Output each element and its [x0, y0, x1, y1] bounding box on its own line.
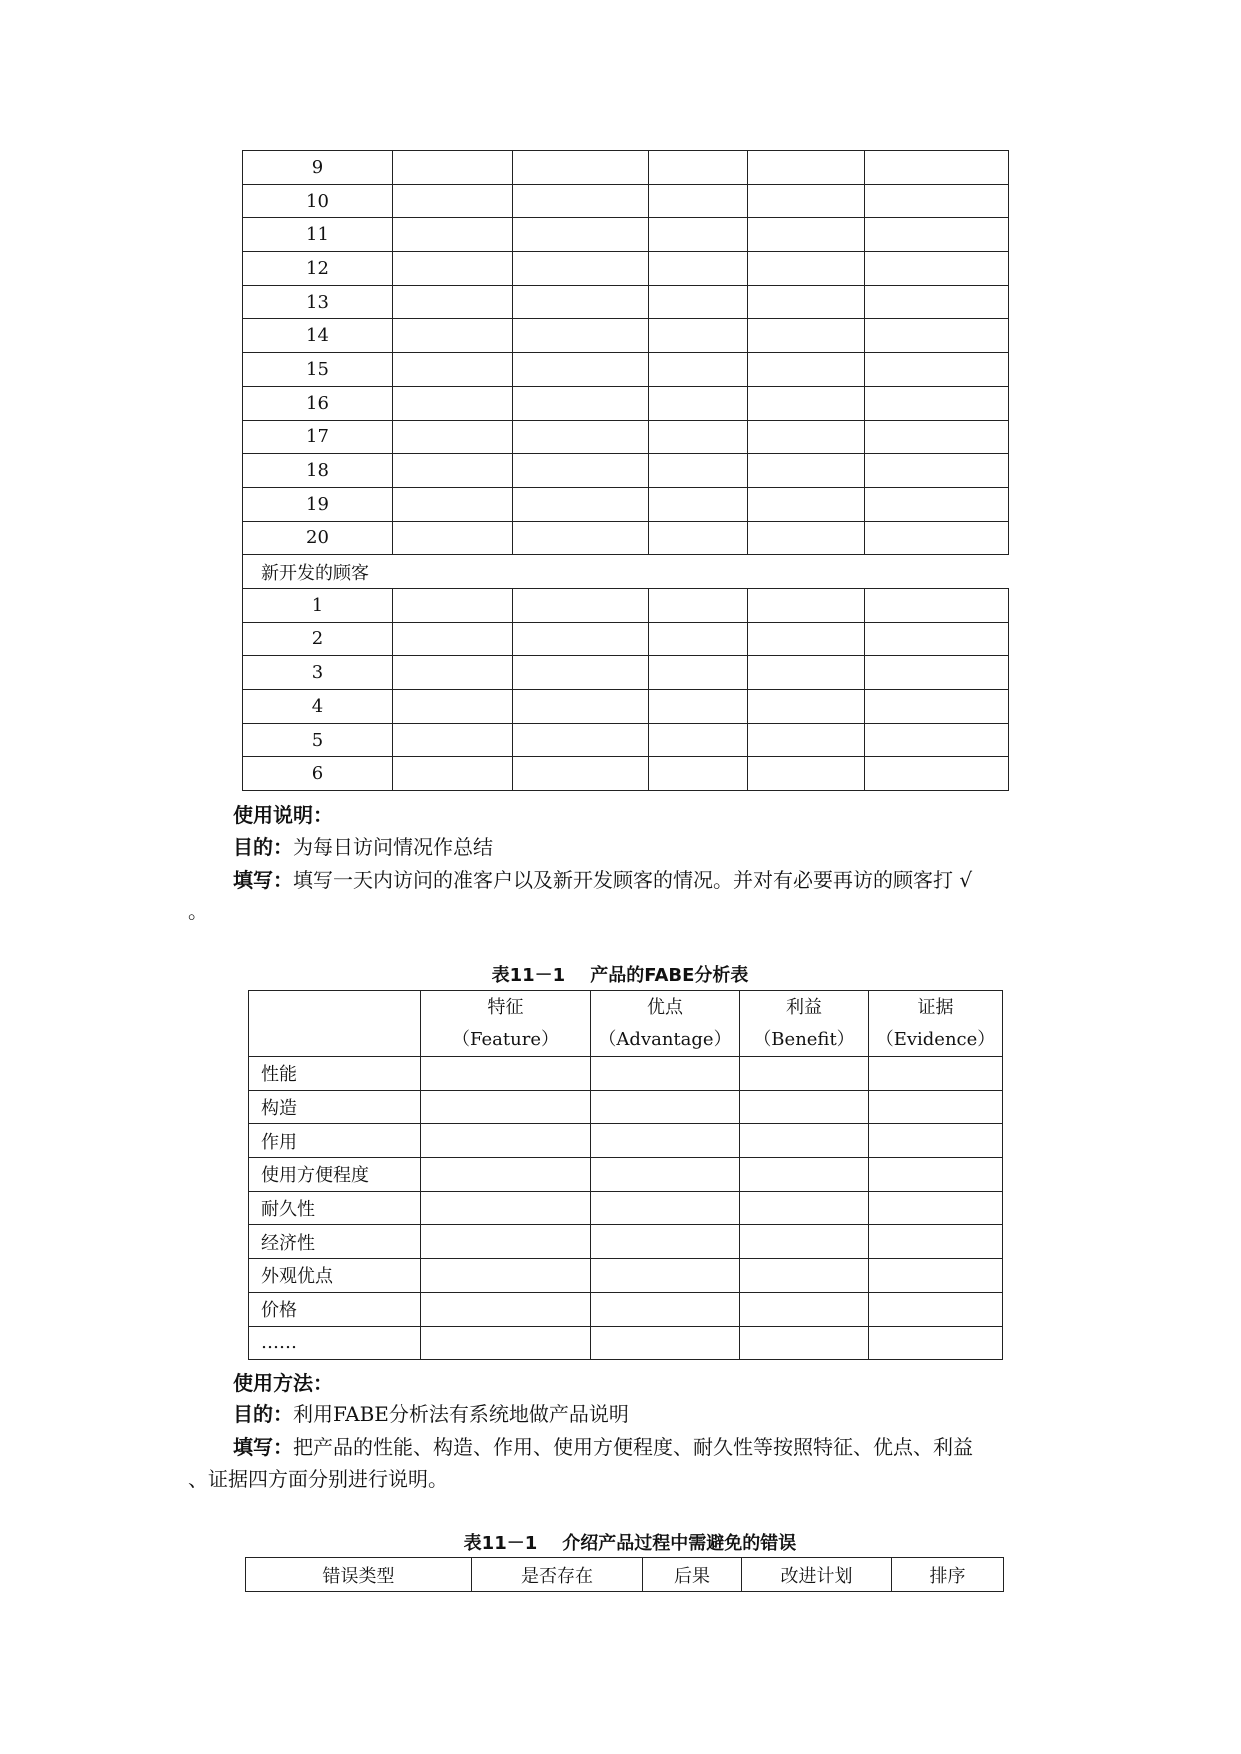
usage-method-fill: 填写：把产品的性能、构造、作用、使用方便程度、耐久性等按照特征、优点、利益	[233, 1435, 973, 1459]
empty-cell	[649, 521, 748, 555]
empty-cell	[421, 1326, 591, 1360]
error-header-cell: 排序	[892, 1558, 1004, 1592]
row-number: 15	[243, 353, 393, 387]
table-row	[243, 656, 1009, 690]
empty-cell	[748, 690, 865, 724]
usage-notes-purpose: 目的：为每日访问情况作总结	[233, 835, 493, 859]
empty-cell	[421, 1158, 591, 1192]
empty-cell	[865, 420, 1009, 454]
error-header-cell: 错误类型	[246, 1558, 472, 1592]
empty-cell	[513, 353, 649, 387]
empty-cell	[748, 454, 865, 488]
visit-summary-table	[242, 150, 1009, 791]
table-row	[243, 218, 1009, 252]
empty-cell	[591, 1124, 740, 1158]
row-number: 3	[243, 656, 393, 690]
empty-cell	[869, 1158, 1003, 1192]
empty-cell	[869, 1225, 1003, 1259]
empty-cell	[513, 420, 649, 454]
fabe-row-label: 性能	[249, 1057, 421, 1091]
empty-cell	[869, 1259, 1003, 1293]
empty-cell	[649, 487, 748, 521]
empty-cell	[865, 622, 1009, 656]
fabe-table-caption: 表11－1 产品的FABE分析表	[491, 965, 749, 986]
empty-cell	[865, 151, 1009, 185]
empty-cell	[748, 622, 865, 656]
empty-cell	[748, 521, 865, 555]
empty-cell	[869, 1292, 1003, 1326]
fabe-header-cn: 特征	[487, 996, 524, 1018]
empty-cell	[591, 1158, 740, 1192]
row-number: 20	[243, 521, 393, 555]
empty-cell	[421, 1259, 591, 1293]
row-number: 13	[243, 285, 393, 319]
empty-cell	[649, 353, 748, 387]
empty-cell	[748, 757, 865, 791]
new-customers-section-label: 新开发的顾客	[243, 555, 1009, 589]
fabe-row-label: 使用方便程度	[249, 1158, 421, 1192]
empty-cell	[748, 184, 865, 218]
table-row	[243, 252, 1009, 286]
empty-cell	[513, 487, 649, 521]
table-row	[249, 1158, 1003, 1192]
fabe-header-cn: 证据	[917, 996, 954, 1018]
empty-cell	[649, 690, 748, 724]
table-row	[249, 1090, 1003, 1124]
empty-cell	[649, 723, 748, 757]
empty-cell	[740, 1057, 869, 1091]
empty-cell	[393, 319, 513, 353]
empty-cell	[748, 353, 865, 387]
empty-cell	[869, 1191, 1003, 1225]
error-header-cell: 后果	[643, 1558, 742, 1592]
row-number: 17	[243, 420, 393, 454]
empty-cell	[748, 319, 865, 353]
row-number: 9	[243, 151, 393, 185]
empty-header-cell	[249, 991, 421, 1057]
table-row	[243, 521, 1009, 555]
empty-cell	[748, 656, 865, 690]
fabe-header-row	[249, 991, 1003, 1057]
fabe-header-cn: 优点	[647, 996, 683, 1018]
empty-cell	[740, 1326, 869, 1360]
empty-cell	[393, 353, 513, 387]
fabe-header-en: （Advantage）	[598, 1028, 732, 1050]
empty-cell	[649, 151, 748, 185]
empty-cell	[513, 656, 649, 690]
empty-cell	[421, 1191, 591, 1225]
empty-cell	[649, 184, 748, 218]
fabe-header-en: （Evidence）	[875, 1028, 996, 1050]
table-row	[249, 1259, 1003, 1293]
empty-cell	[513, 757, 649, 791]
row-number: 1	[243, 588, 393, 622]
error-header-cell: 改进计划	[742, 1558, 892, 1592]
empty-cell	[865, 656, 1009, 690]
empty-cell	[740, 1191, 869, 1225]
empty-cell	[513, 218, 649, 252]
empty-cell	[649, 420, 748, 454]
usage-notes-fill-cont: 。	[188, 899, 208, 923]
table-row	[243, 757, 1009, 791]
table-row	[243, 319, 1009, 353]
empty-cell	[748, 588, 865, 622]
empty-cell	[748, 285, 865, 319]
table-row	[243, 723, 1009, 757]
empty-cell	[649, 252, 748, 286]
empty-cell	[393, 184, 513, 218]
empty-cell	[513, 521, 649, 555]
table-row	[243, 184, 1009, 218]
table-row	[243, 386, 1009, 420]
empty-cell	[865, 353, 1009, 387]
fabe-header-cell	[421, 991, 591, 1057]
empty-cell	[865, 757, 1009, 791]
empty-cell	[865, 252, 1009, 286]
empty-cell	[393, 454, 513, 488]
fabe-header-en: （Feature）	[452, 1028, 559, 1050]
empty-cell	[748, 386, 865, 420]
empty-cell	[513, 454, 649, 488]
empty-cell	[649, 285, 748, 319]
empty-cell	[591, 1057, 740, 1091]
error-header-cell: 是否存在	[472, 1558, 643, 1592]
empty-cell	[513, 184, 649, 218]
empty-cell	[591, 1259, 740, 1293]
empty-cell	[393, 656, 513, 690]
empty-cell	[869, 1090, 1003, 1124]
table-row	[243, 285, 1009, 319]
table-row	[243, 487, 1009, 521]
usage-notes-title: 使用说明：	[233, 803, 333, 827]
fabe-row-label: 作用	[249, 1124, 421, 1158]
fabe-row-label: 经济性	[249, 1225, 421, 1259]
fabe-header-cell	[591, 991, 740, 1057]
fabe-header-en: （Benefit）	[753, 1028, 855, 1050]
empty-cell	[513, 723, 649, 757]
error-table-caption: 表11－1 介绍产品过程中需避免的错误	[463, 1533, 797, 1554]
empty-cell	[393, 420, 513, 454]
empty-cell	[421, 1090, 591, 1124]
table-row	[243, 151, 1009, 185]
table-row	[249, 1124, 1003, 1158]
empty-cell	[513, 252, 649, 286]
empty-cell	[393, 622, 513, 656]
row-number: 18	[243, 454, 393, 488]
empty-cell	[649, 588, 748, 622]
row-number: 4	[243, 690, 393, 724]
empty-cell	[591, 1225, 740, 1259]
fabe-row-label: 外观优点	[249, 1259, 421, 1293]
empty-cell	[591, 1326, 740, 1360]
empty-cell	[393, 723, 513, 757]
empty-cell	[591, 1090, 740, 1124]
table-row	[249, 1225, 1003, 1259]
empty-cell	[421, 1225, 591, 1259]
empty-cell	[513, 622, 649, 656]
empty-cell	[393, 521, 513, 555]
table-row	[243, 420, 1009, 454]
empty-cell	[649, 454, 748, 488]
fabe-row-label: 构造	[249, 1090, 421, 1124]
empty-cell	[649, 319, 748, 353]
empty-cell	[740, 1124, 869, 1158]
empty-cell	[865, 588, 1009, 622]
empty-cell	[393, 487, 513, 521]
empty-cell	[865, 184, 1009, 218]
error-table	[245, 1557, 1004, 1592]
empty-cell	[748, 252, 865, 286]
empty-cell	[865, 690, 1009, 724]
empty-cell	[865, 319, 1009, 353]
fabe-header-cell	[869, 991, 1003, 1057]
empty-cell	[393, 285, 513, 319]
table-row	[249, 1292, 1003, 1326]
empty-cell	[393, 690, 513, 724]
empty-cell	[748, 218, 865, 252]
empty-cell	[748, 420, 865, 454]
empty-cell	[393, 757, 513, 791]
table-row	[243, 353, 1009, 387]
table-row	[249, 1191, 1003, 1225]
empty-cell	[649, 622, 748, 656]
empty-cell	[865, 487, 1009, 521]
empty-cell	[869, 1057, 1003, 1091]
empty-cell	[740, 1259, 869, 1293]
empty-cell	[649, 656, 748, 690]
empty-cell	[393, 151, 513, 185]
usage-method-fill-cont: 、证据四方面分别进行说明。	[188, 1467, 448, 1491]
table-row	[243, 454, 1009, 488]
fabe-row-label: 价格	[249, 1292, 421, 1326]
empty-cell	[869, 1326, 1003, 1360]
empty-cell	[649, 218, 748, 252]
empty-cell	[865, 521, 1009, 555]
empty-cell	[740, 1090, 869, 1124]
empty-cell	[591, 1292, 740, 1326]
empty-cell	[513, 319, 649, 353]
row-number: 11	[243, 218, 393, 252]
empty-cell	[513, 588, 649, 622]
table-row	[243, 588, 1009, 622]
row-number: 12	[243, 252, 393, 286]
table-row	[243, 690, 1009, 724]
empty-cell	[748, 151, 865, 185]
table-row	[249, 1057, 1003, 1091]
row-number: 2	[243, 622, 393, 656]
empty-cell	[513, 690, 649, 724]
row-number: 19	[243, 487, 393, 521]
empty-cell	[513, 151, 649, 185]
empty-cell	[740, 1158, 869, 1192]
empty-cell	[393, 218, 513, 252]
empty-cell	[393, 588, 513, 622]
section-row	[243, 555, 1009, 589]
empty-cell	[748, 487, 865, 521]
empty-cell	[421, 1124, 591, 1158]
empty-cell	[865, 723, 1009, 757]
empty-cell	[421, 1057, 591, 1091]
fabe-analysis-table	[248, 990, 1003, 1360]
empty-cell	[421, 1292, 591, 1326]
empty-cell	[649, 386, 748, 420]
fabe-header-cn: 利益	[786, 996, 822, 1018]
table-row	[243, 622, 1009, 656]
row-number: 16	[243, 386, 393, 420]
fabe-header-cell	[740, 991, 869, 1057]
empty-cell	[869, 1124, 1003, 1158]
table-row	[249, 1326, 1003, 1360]
row-number: 14	[243, 319, 393, 353]
row-number: 5	[243, 723, 393, 757]
empty-cell	[865, 386, 1009, 420]
empty-cell	[740, 1292, 869, 1326]
empty-cell	[393, 252, 513, 286]
row-number: 10	[243, 184, 393, 218]
empty-cell	[513, 285, 649, 319]
usage-method-purpose: 目的：利用FABE分析法有系统地做产品说明	[233, 1402, 629, 1426]
empty-cell	[513, 386, 649, 420]
fabe-row-label: 耐久性	[249, 1191, 421, 1225]
empty-cell	[865, 454, 1009, 488]
empty-cell	[740, 1225, 869, 1259]
error-table-header-row	[246, 1558, 1004, 1592]
empty-cell	[393, 386, 513, 420]
empty-cell	[865, 285, 1009, 319]
empty-cell	[649, 757, 748, 791]
empty-cell	[591, 1191, 740, 1225]
empty-cell	[748, 723, 865, 757]
empty-cell	[865, 218, 1009, 252]
fabe-row-label: ……	[249, 1326, 421, 1360]
usage-method-title: 使用方法：	[233, 1371, 333, 1395]
usage-notes-fill: 填写：填写一天内访问的准客户以及新开发顾客的情况。并对有必要再访的顾客打 √	[233, 868, 973, 892]
row-number: 6	[243, 757, 393, 791]
